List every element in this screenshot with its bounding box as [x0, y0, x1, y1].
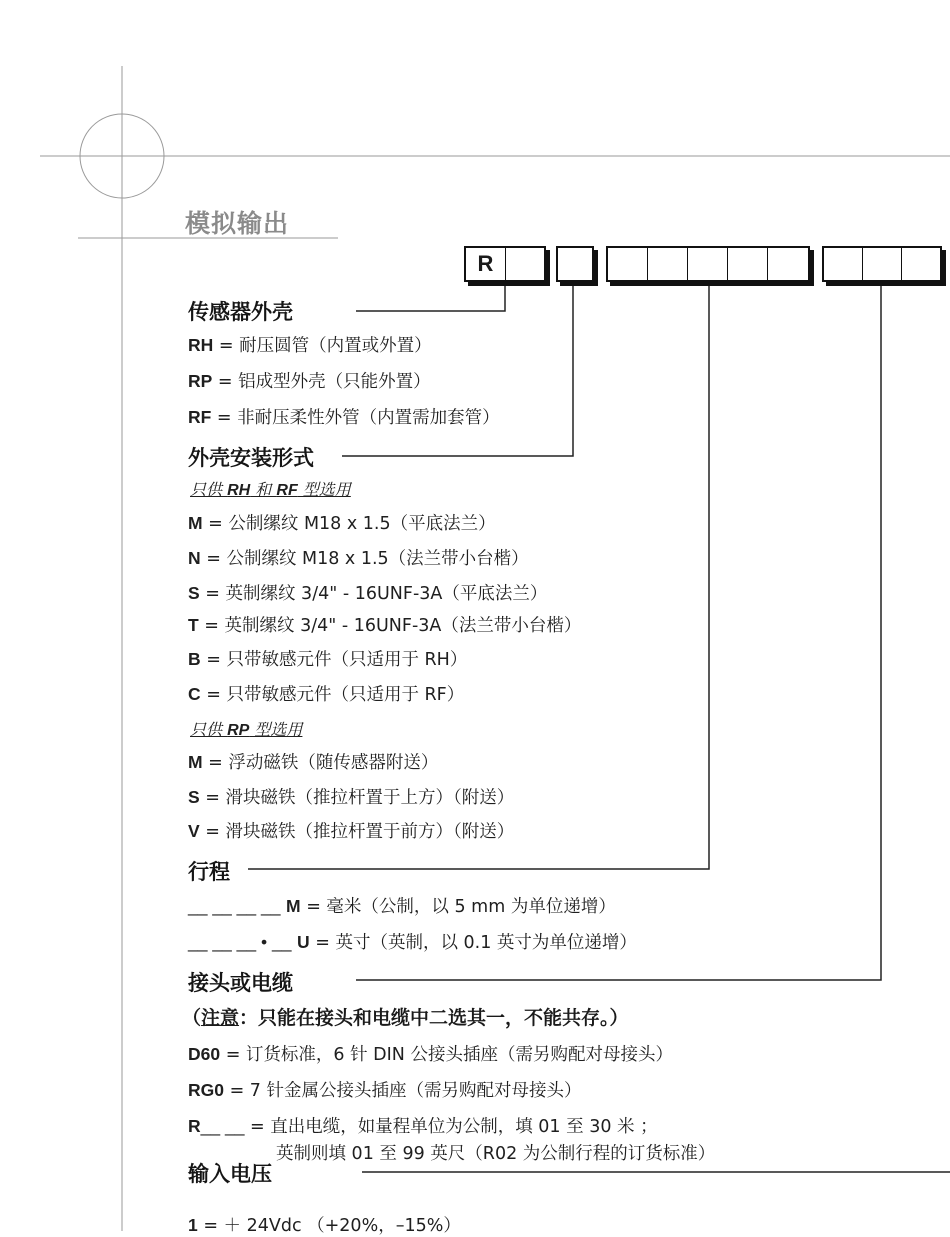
- housing-title: 传感器外壳: [188, 299, 293, 324]
- model-cell: [728, 248, 768, 280]
- model-cell: [506, 248, 544, 280]
- connection-option: RG0 = 7 针金属公接头插座（需另购配对母接头）: [188, 1080, 582, 1101]
- housing-option: RH = 耐压圆管（内置或外置）: [188, 335, 432, 356]
- housing-option: RF = 非耐压柔性外管（内置需加套管）: [188, 407, 500, 428]
- connection-note: （注意：只能在接头和电缆中二选其一，不能共存。）: [182, 1007, 629, 1029]
- mounting-subheading-rp: 只供 RP 型选用: [190, 720, 303, 739]
- mounting-option: V = 滑块磁铁（推拉杆置于前方）（附送）: [188, 821, 515, 842]
- model-box-housing: [464, 246, 546, 282]
- connection-option-cable: R__ __ = 直出电缆，如量程单位为公制，填 01 至 30 米 ；: [188, 1116, 658, 1137]
- model-cell: [863, 248, 902, 280]
- connection-title: 接头或电缆: [188, 970, 293, 995]
- model-cell: [608, 248, 648, 280]
- model-cell: [688, 248, 728, 280]
- model-box-connection: [822, 246, 942, 282]
- mounting-option: M = 公制缧纹 M18 x 1.5（平底法兰）: [188, 513, 496, 534]
- model-box-stroke: [606, 246, 810, 282]
- model-cell-r: R: [466, 248, 506, 280]
- model-box-mounting: [556, 246, 594, 282]
- connection-option-cable-continued: 英制则填 01 至 99 英尺（R02 为公制行程的订货标准）: [276, 1144, 716, 1164]
- stroke-option-imperial: __ __ __ • __ U = 英寸（英制，以 0.1 英寸为单位递增）: [188, 932, 637, 953]
- mounting-option: B = 只带敏感元件（只适用于 RH）: [188, 649, 468, 670]
- mounting-option: S = 英制缧纹 3/4" - 16UNF-3A（平底法兰）: [188, 583, 548, 604]
- model-cell: [824, 248, 863, 280]
- mounting-subheading-rh-rf: 只供 RH 和 RF 型选用: [190, 480, 351, 499]
- mounting-option: N = 公制缧纹 M18 x 1.5（法兰带小台楷）: [188, 548, 529, 569]
- mounting-title: 外壳安装形式: [188, 445, 314, 470]
- stroke-option-metric: __ __ __ __ M = 毫米（公制，以 5 mm 为单位递增）: [188, 896, 616, 917]
- mounting-option: M = 浮动磁铁（随传感器附送）: [188, 752, 439, 773]
- housing-option: RP = 铝成型外壳（只能外置）: [188, 371, 431, 392]
- mounting-option: C = 只带敏感元件（只适用于 RF）: [188, 684, 465, 705]
- stroke-title: 行程: [188, 859, 230, 884]
- connection-option: D60 = 订货标准，6 针 DIN 公接头插座（需另购配对母接头）: [188, 1044, 673, 1065]
- model-cell: [648, 248, 688, 280]
- voltage-title: 输入电压: [188, 1161, 272, 1186]
- mounting-option: T = 英制缧纹 3/4" - 16UNF-3A（法兰带小台楷）: [188, 615, 582, 636]
- voltage-option: 1 = ＋ 24Vdc （+20%，–15%）: [188, 1215, 461, 1236]
- mounting-option: S = 滑块磁铁（推拉杆置于上方）（附送）: [188, 787, 515, 808]
- section-title: 模拟输出: [185, 209, 290, 238]
